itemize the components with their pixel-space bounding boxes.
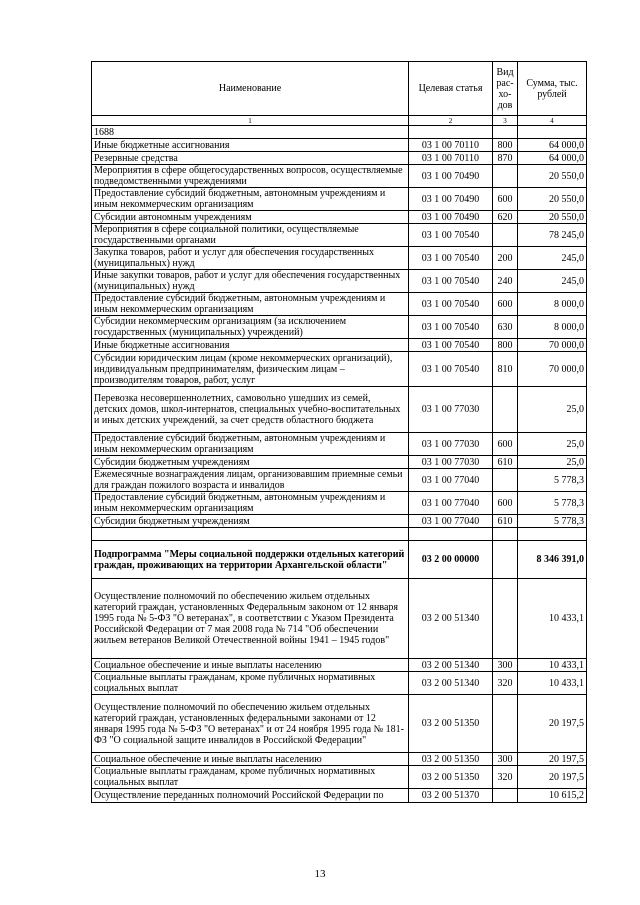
row-amount: 78 245,0 <box>518 224 587 247</box>
row-name: Субсидии бюджетным учреждениям <box>92 515 409 528</box>
table-row <box>92 492 587 515</box>
row-name: Субсидии юридическим лицам (кроме некоммерческих организаций), индивидуальным предпринимателям, физическим лицам – производителям товаров, работ, услуг <box>92 352 409 387</box>
row-amount: 20 197,5 <box>518 753 587 766</box>
row-target-code: 03 1 00 70490 <box>409 165 493 188</box>
row-name: Предоставление субсидий бюджетным, автономным учреждениям и иным некоммерческим организациям <box>92 433 409 456</box>
header-type: Вид рас-хо-дов <box>493 62 518 116</box>
table-row <box>92 316 587 339</box>
row-name: Предоставление субсидий бюджетным, автономным учреждениям и иным некоммерческим организациям <box>92 188 409 211</box>
row-target-code: 03 2 00 51370 <box>409 789 493 803</box>
row-amount: 64 000,0 <box>518 152 587 165</box>
row-target-code <box>409 528 493 541</box>
row-expense-type <box>493 469 518 492</box>
row-amount: 70 000,0 <box>518 339 587 352</box>
row-expense-type: 600 <box>493 188 518 211</box>
row-amount: 245,0 <box>518 270 587 293</box>
row-expense-type: 320 <box>493 766 518 789</box>
row-amount: 5 778,3 <box>518 469 587 492</box>
table-row <box>92 515 587 528</box>
row-expense-type <box>493 224 518 247</box>
row-expense-type: 800 <box>493 339 518 352</box>
table-row <box>92 789 587 803</box>
row-target-code: 03 1 00 70110 <box>409 139 493 152</box>
row-amount: 20 550,0 <box>518 165 587 188</box>
row-amount: 64 000,0 <box>518 139 587 152</box>
table-row <box>92 766 587 789</box>
row-expense-type: 600 <box>493 492 518 515</box>
row-amount: 20 197,5 <box>518 766 587 789</box>
row-target-code: 03 1 00 70540 <box>409 316 493 339</box>
column-number: 4 <box>518 116 587 126</box>
row-name: Мероприятия в сфере общегосударственных вопросов, осуществляемые подведомственными учреждениями <box>92 165 409 188</box>
row-amount: 8 346 391,0 <box>518 541 587 579</box>
row-expense-type: 200 <box>493 247 518 270</box>
row-amount: 10 433,1 <box>518 579 587 659</box>
row-amount: 25,0 <box>518 456 587 469</box>
row-expense-type: 610 <box>493 515 518 528</box>
row-expense-type: 620 <box>493 211 518 224</box>
column-number: 2 <box>409 116 493 126</box>
row-name: Предоставление субсидий бюджетным, автономным учреждениям и иным некоммерческим организациям <box>92 492 409 515</box>
row-amount: 20 550,0 <box>518 211 587 224</box>
row-name: Мероприятия в сфере социальной политики, осуществляемые государственными органами <box>92 224 409 247</box>
table-row <box>92 126 587 139</box>
column-number-row <box>92 116 587 126</box>
table-row <box>92 339 587 352</box>
table-row <box>92 672 587 695</box>
row-target-code: 03 1 00 70490 <box>409 211 493 224</box>
page-number: 13 <box>314 868 326 880</box>
row-amount: 70 000,0 <box>518 352 587 387</box>
row-name: Социальные выплаты гражданам, кроме публичных нормативных социальных выплат <box>92 672 409 695</box>
row-expense-type: 870 <box>493 152 518 165</box>
row-amount: 25,0 <box>518 387 587 433</box>
row-target-code: 03 1 00 70540 <box>409 352 493 387</box>
row-amount: 8 000,0 <box>518 293 587 316</box>
row-target-code: 03 1 00 77030 <box>409 456 493 469</box>
row-target-code: 03 1 00 77040 <box>409 469 493 492</box>
row-target-code: 03 1 00 70110 <box>409 152 493 165</box>
row-target-code: 03 2 00 51340 <box>409 672 493 695</box>
row-expense-type: 240 <box>493 270 518 293</box>
row-name: Социальные выплаты гражданам, кроме публичных нормативных социальных выплат <box>92 766 409 789</box>
row-name: 1688 <box>92 126 409 139</box>
row-expense-type: 610 <box>493 456 518 469</box>
row-target-code: 03 1 00 77040 <box>409 492 493 515</box>
row-target-code: 03 1 00 77040 <box>409 515 493 528</box>
row-expense-type <box>493 387 518 433</box>
row-amount: 8 000,0 <box>518 316 587 339</box>
table-row <box>92 528 587 541</box>
row-name: Ежемесячные вознаграждения лицам, организовавшим приемные семьи для граждан пожилого возраста и инвалидов <box>92 469 409 492</box>
row-target-code: 03 1 00 70540 <box>409 247 493 270</box>
table-row <box>92 139 587 152</box>
table-header-row <box>92 62 587 116</box>
table-body <box>92 126 587 803</box>
row-name: Иные закупки товаров, работ и услуг для обеспечения государственных (муниципальных) нужд <box>92 270 409 293</box>
row-amount: 10 433,1 <box>518 659 587 672</box>
row-expense-type <box>493 695 518 753</box>
row-amount: 245,0 <box>518 247 587 270</box>
row-amount: 25,0 <box>518 433 587 456</box>
row-expense-type <box>493 528 518 541</box>
row-target-code: 03 1 00 70540 <box>409 270 493 293</box>
row-expense-type: 320 <box>493 672 518 695</box>
row-name: Перевозка несовершеннолетних, самовольно ушедших из семей, детских домов, школ-интернатов, специальных учебно-воспитательных и иных детских учреждений, за счет средств областного бюджета <box>92 387 409 433</box>
row-amount: 20 550,0 <box>518 188 587 211</box>
row-name: Субсидии некоммерческим организациям (за исключением государственных (муниципальных) учреждений) <box>92 316 409 339</box>
row-amount: 5 778,3 <box>518 492 587 515</box>
row-name: Социальное обеспечение и иные выплаты населению <box>92 753 409 766</box>
row-name: Иные бюджетные ассигнования <box>92 339 409 352</box>
row-target-code: 03 1 00 77030 <box>409 387 493 433</box>
table-row <box>92 270 587 293</box>
table-row <box>92 541 587 579</box>
row-target-code: 03 2 00 51350 <box>409 753 493 766</box>
row-name: Социальное обеспечение и иные выплаты населению <box>92 659 409 672</box>
row-name: Осуществление переданных полномочий Российской Федерации по <box>92 789 409 803</box>
row-expense-type <box>493 579 518 659</box>
row-expense-type <box>493 789 518 803</box>
table-row <box>92 188 587 211</box>
table-row <box>92 695 587 753</box>
table-row <box>92 433 587 456</box>
table-row <box>92 211 587 224</box>
row-expense-type: 600 <box>493 293 518 316</box>
row-target-code: 03 2 00 51350 <box>409 695 493 753</box>
table-row <box>92 753 587 766</box>
header-name: Наименование <box>92 62 409 116</box>
row-name: Осуществление полномочий по обеспечению жильем отдельных категорий граждан, установленных федеральными законами от 12 января 1995 года № 5-ФЗ "О ветеранах" и от 24 ноября 1995 года № 181-ФЗ "О социальной защите инвалидов в Российской Федерации" <box>92 695 409 753</box>
table-row <box>92 224 587 247</box>
table-row <box>92 387 587 433</box>
row-target-code <box>409 126 493 139</box>
row-expense-type: 800 <box>493 139 518 152</box>
header-sum: Сумма, тыс. рублей <box>518 62 587 116</box>
row-name: Предоставление субсидий бюджетным, автономным учреждениям и иным некоммерческим организациям <box>92 293 409 316</box>
table-row <box>92 352 587 387</box>
row-amount: 5 778,3 <box>518 515 587 528</box>
row-name: Субсидии бюджетным учреждениям <box>92 456 409 469</box>
row-amount <box>518 528 587 541</box>
row-amount: 10 615,2 <box>518 789 587 803</box>
row-amount: 20 197,5 <box>518 695 587 753</box>
row-target-code: 03 1 00 70540 <box>409 293 493 316</box>
row-name <box>92 528 409 541</box>
row-expense-type: 630 <box>493 316 518 339</box>
table-row <box>92 469 587 492</box>
table-row <box>92 293 587 316</box>
budget-table <box>91 61 587 803</box>
column-number: 1 <box>92 116 409 126</box>
row-expense-type: 300 <box>493 659 518 672</box>
row-amount: 10 433,1 <box>518 672 587 695</box>
row-expense-type: 300 <box>493 753 518 766</box>
row-expense-type <box>493 126 518 139</box>
row-target-code: 03 2 00 51340 <box>409 579 493 659</box>
row-name: Иные бюджетные ассигнования <box>92 139 409 152</box>
row-name: Подпрограмма "Меры социальной поддержки отдельных категорий граждан, проживающих на территории Архангельской области" <box>92 541 409 579</box>
row-target-code: 03 1 00 70540 <box>409 339 493 352</box>
row-target-code: 03 2 00 51340 <box>409 659 493 672</box>
row-name: Осуществление полномочий по обеспечению жильем отдельных категорий граждан, установленных Федеральным законом от 12 января 1995 года № 5-ФЗ "О ветеранах", в соответствии с Указом Президента Российской Федерации от 7 мая 2008 года № 714 "Об обеспечении жильем ветеранов Великой Отечественной войны 1941 – 1945 годов" <box>92 579 409 659</box>
table-row <box>92 247 587 270</box>
row-target-code: 03 1 00 70540 <box>409 224 493 247</box>
row-name: Субсидии автономным учреждениям <box>92 211 409 224</box>
row-expense-type <box>493 541 518 579</box>
row-target-code: 03 2 00 00000 <box>409 541 493 579</box>
row-name: Закупка товаров, работ и услуг для обеспечения государственных (муниципальных) нужд <box>92 247 409 270</box>
table-row <box>92 456 587 469</box>
row-target-code: 03 1 00 77030 <box>409 433 493 456</box>
header-code: Целевая статья <box>409 62 493 116</box>
row-amount <box>518 126 587 139</box>
row-name: Резервные средства <box>92 152 409 165</box>
column-number: 3 <box>493 116 518 126</box>
row-expense-type <box>493 165 518 188</box>
row-expense-type: 810 <box>493 352 518 387</box>
table-row <box>92 659 587 672</box>
row-expense-type: 600 <box>493 433 518 456</box>
table-row <box>92 152 587 165</box>
table-row <box>92 165 587 188</box>
table-row <box>92 579 587 659</box>
row-target-code: 03 1 00 70490 <box>409 188 493 211</box>
row-target-code: 03 2 00 51350 <box>409 766 493 789</box>
